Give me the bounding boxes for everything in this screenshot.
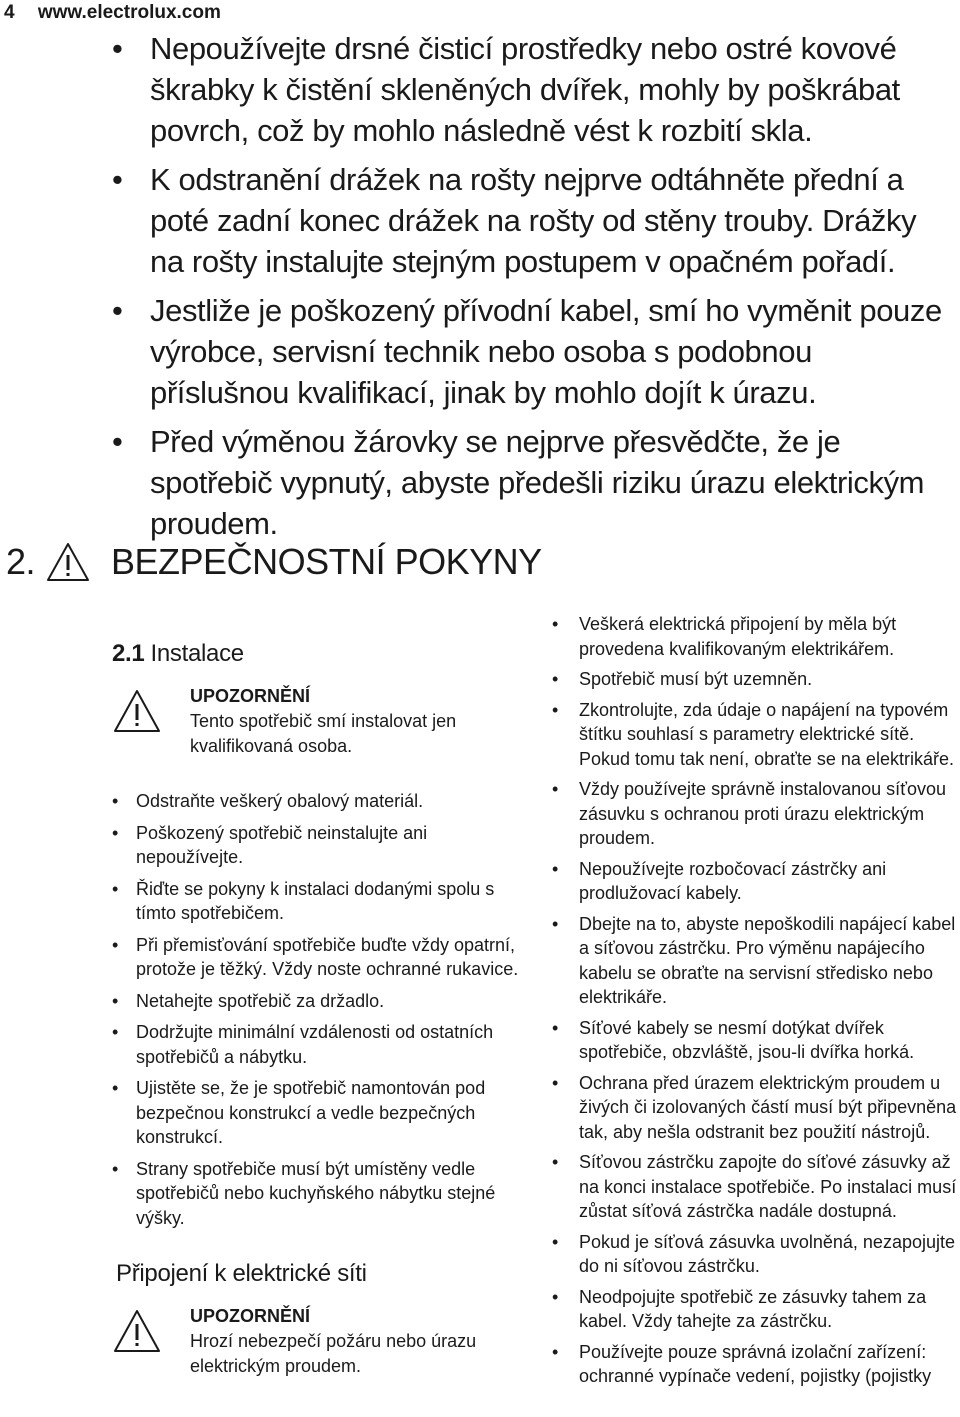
installation-warning [112,684,522,759]
warning-title: UPOZORNĚNÍ [190,1306,311,1326]
list-item: • K odstranění drážek na rošty nejprve odtáhněte přední a poté zadní konec drážek na rošty od stěny trouby. Drážky na rošty instalujte stejným postupem v opačném pořadí. [110,159,945,282]
subsection-title: Instalace [150,640,244,667]
warning-text: Tento spotřebič smí instalovat jen kvalifikovaná osoba. [190,711,457,756]
section-heading [6,536,542,588]
list-item: • Vždy používejte správně instalovanou síťovou zásuvku s ochranou proti úrazu elektrickým proudem. [552,777,957,851]
electrical-heading: Připojení k elektrické síti [116,1260,367,1287]
list-item: • Netahejte spotřebič za držadlo. [112,989,522,1014]
subsection-number: 2.1 [112,640,145,667]
page-number: 4 [4,2,15,23]
list-item: • Odstraňte veškerý obalový materiál. [112,789,522,814]
section-number: 2. [6,541,36,582]
list-item: • Řiďte se pokyny k instalaci dodanými spolu s tímto spotřebičem. [112,877,522,926]
warning-triangle-icon [112,1308,162,1354]
warning-title: UPOZORNĚNÍ [190,686,311,706]
electrical-bullet-list [552,612,957,1389]
installation-bullet-list [112,789,522,1230]
warning-triangle-icon [45,541,91,583]
list-item: • Před výměnou žárovky se nejprve přesvědčte, že je spotřebič vypnutý, abyste předešli riziku úrazu elektrickým proudem. [110,421,945,544]
list-item: • Nepoužívejte rozbočovací zástrčky ani prodlužovací kabely. [552,857,957,906]
list-item: • Veškerá elektrická připojení by měla být provedena kvalifikovaným elektrikářem. [552,612,957,661]
warning-triangle-icon [112,688,162,734]
list-item: • Síťovou zástrčku zapojte do síťové zásuvky až na konci instalace spotřebiče. Po instalaci musí zůstat síťová zástrčka nadále dostupná. [552,1150,957,1224]
list-item: • Síťové kabely se nesmí dotýkat dvířek spotřebiče, obzvláště, jsou-li dvířka horká. [552,1016,957,1065]
list-item: • Strany spotřebiče musí být umístěny vedle spotřebičů nebo kuchyňského nábytku stejné výšky. [112,1157,522,1231]
list-item: • Dbejte na to, abyste nepoškodili napájecí kabel a síťovou zástrčku. Pro výměnu napájecího kabelu se obraťte na servisní středisko nebo elektrikáře. [552,912,957,1010]
intro-bullet-list [110,28,945,552]
section-title: BEZPEČNOSTNÍ POKYNY [111,541,542,582]
left-column [112,640,522,1409]
right-column [552,612,957,1395]
list-item: • Zkontrolujte, zda údaje o napájení na typovém štítku souhlasí s parametry elektrické sítě. Pokud tomu tak není, obraťte se na elektrikáře. [552,698,957,772]
list-item: • Jestliže je poškozený přívodní kabel, smí ho vyměnit pouze výrobce, servisní technik nebo osoba s podobnou příslušnou kvalifikací, jinak by mohlo dojít k úrazu. [110,290,945,413]
page-header [4,2,221,24]
electrical-warning [112,1304,522,1379]
list-item: • Používejte pouze správná izolační zařízení: ochranné vypínače vedení, pojistky (pojistky [552,1340,957,1389]
list-item: • Pokud je síťová zásuvka uvolněná, nezapojujte do ni síťovou zástrčku. [552,1230,957,1279]
list-item: • Dodržujte minimální vzdálenosti od ostatních spotřebičů a nábytku. [112,1020,522,1069]
warning-text: Hrozí nebezpečí požáru nebo úrazu elektrickým proudem. [190,1331,477,1376]
list-item: • Poškozený spotřebič neinstalujte ani nepoužívejte. [112,821,522,870]
list-item: • Při přemisťování spotřebiče buďte vždy opatrní, protože je těžký. Vždy noste ochranné rukavice. [112,933,522,982]
website-url[interactable]: www.electrolux.com [37,2,221,23]
list-item: • Neodpojujte spotřebič ze zásuvky tahem za kabel. Vždy tahejte za zástrčku. [552,1285,957,1334]
list-item: • Ujistěte se, že je spotřebič namontován pod bezpečnou konstrukcí a vedle bezpečných konstrukcí. [112,1076,522,1150]
list-item: • Ochrana před úrazem elektrickým proudem u živých či izolovaných částí musí být připevněna tak, aby nešla odstranit bez použití nástrojů. [552,1071,957,1145]
list-item: • Nepoužívejte drsné čisticí prostředky nebo ostré kovové škrabky k čistění skleněných dvířek, mohly by poškrábat povrch, což by mohlo následně vést k rozbití skla. [110,28,945,151]
list-item: • Spotřebič musí být uzemněn. [552,667,957,692]
installation-heading [112,640,522,668]
